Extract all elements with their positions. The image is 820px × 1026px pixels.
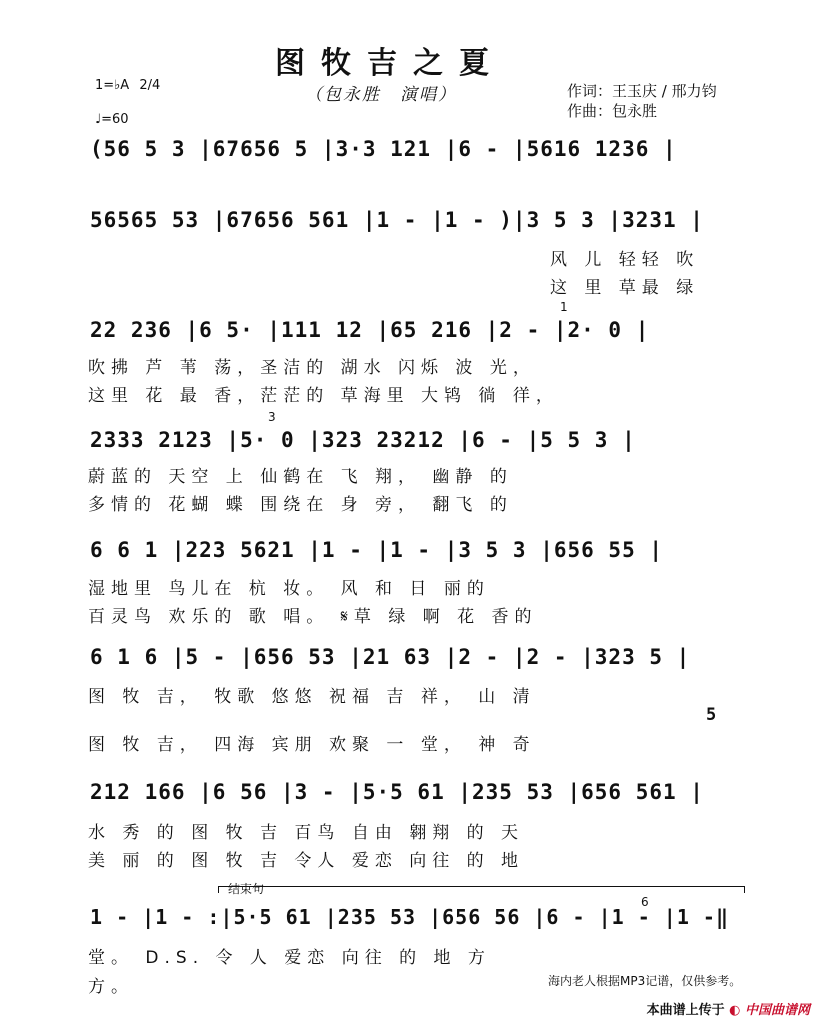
upper-five: 5: [706, 705, 718, 725]
lyric-row-2b: 这 里 草最 绿: [550, 278, 700, 298]
composer: 作曲：包永胜: [567, 102, 658, 120]
key: 1=♭A: [95, 78, 130, 93]
subtitle: （包永胜 演唱）: [305, 85, 457, 105]
lyric-row-6b: 图 牧 吉， 四海 宾朋 欢聚 一 堂， 神 奇: [88, 735, 536, 755]
lyric-row-7b: 美 丽 的 图 牧 吉 令人 爱恋 向往 的 地: [88, 851, 525, 871]
notation-row-1: (56 5 3 |67656 5 |3·3 121 |6 - |5616 1236 |: [90, 137, 677, 161]
transcription-note: 海内老人根据MP3记谱，仅供参考。: [548, 974, 742, 988]
notation-row-6: 6 1 6 |5 - |656 53 |21 63 |2 - |2 - |323 5 |: [90, 645, 691, 669]
coda-label: 结束句: [228, 882, 265, 896]
lyric-row-4a: 蔚蓝的 天空 上 仙鹤在 飞 翔， 幽静 的: [88, 467, 513, 487]
lyric-row-2a: 风 儿 轻轻 吹: [550, 250, 700, 270]
tempo: ♩=60: [95, 112, 129, 127]
notation-row-5: 6 6 1 |223 5621 |1 - |1 - |3 5 3 |656 55 |: [90, 538, 664, 562]
lyricist: 作词：王玉庆 / 邢力钧: [567, 82, 717, 100]
upload-watermark: [647, 999, 810, 1018]
lyric-row-8b: 方。: [88, 977, 134, 997]
lyric-row-8a: 堂。 D.S. 令 人 爱恋 向往 的 地 方: [88, 948, 491, 968]
lyric-row-3b: 这里 花 最 香，茫茫的 草海里 大鸨 徜 徉，: [88, 386, 559, 406]
upload-label: 本曲谱上传于: [646, 1003, 725, 1018]
lyric-row-5a: 湿地里 鸟儿在 杭 妆。 风 和 日 丽的: [88, 579, 490, 599]
lyric-row-4b: 多情的 花蝴 蝶 围绕在 身 旁， 翻飞 的: [88, 495, 513, 515]
notation-row-3: 22 236 |6 5· |111 12 |65 216 |2 - |2· 0 |: [90, 318, 650, 342]
lyric-row-7a: 水 秀 的 图 牧 吉 百鸟 自由 翱翔 的 天: [88, 823, 525, 843]
lyric-row-6a: 图 牧 吉， 牧歌 悠悠 祝福 吉 祥， 山 清: [88, 687, 536, 707]
volta-6: 6: [641, 895, 649, 909]
lyric-row-3a: 吹拂 芦 苇 荡，圣洁的 湖水 闪烁 波 光，: [88, 358, 536, 378]
key-signature: [95, 78, 160, 93]
notation-row-7: 212 166 |6 56 |3 - |5·5 61 |235 53 |656 561 |: [90, 780, 704, 804]
site-logo-icon: ◐: [729, 1003, 741, 1018]
notation-row-4: 2333 2123 |5· 0 |323 23212 |6 - |5 5 3 |: [90, 428, 636, 452]
site-brand: 中国曲谱网: [744, 1003, 810, 1018]
lyric-row-5b: 百灵鸟 欢乐的 歌 唱。 𝄋草 绿 啊 花 香的: [88, 607, 538, 627]
volta-3: 3: [268, 410, 276, 424]
coda-bracket: [218, 886, 745, 893]
page-title: 图牧吉之夏: [275, 46, 505, 81]
time-signature: 2/4: [139, 78, 161, 93]
volta-1: 1: [560, 300, 568, 314]
notation-row-8: 1 - |1 - :|5·5 61 |235 53 |656 56 |6 - |1 - |1 -‖: [90, 905, 730, 929]
notation-row-2: 56565 53 |67656 561 |1 - |1 - )|3 5 3 |3231 |: [90, 208, 704, 232]
